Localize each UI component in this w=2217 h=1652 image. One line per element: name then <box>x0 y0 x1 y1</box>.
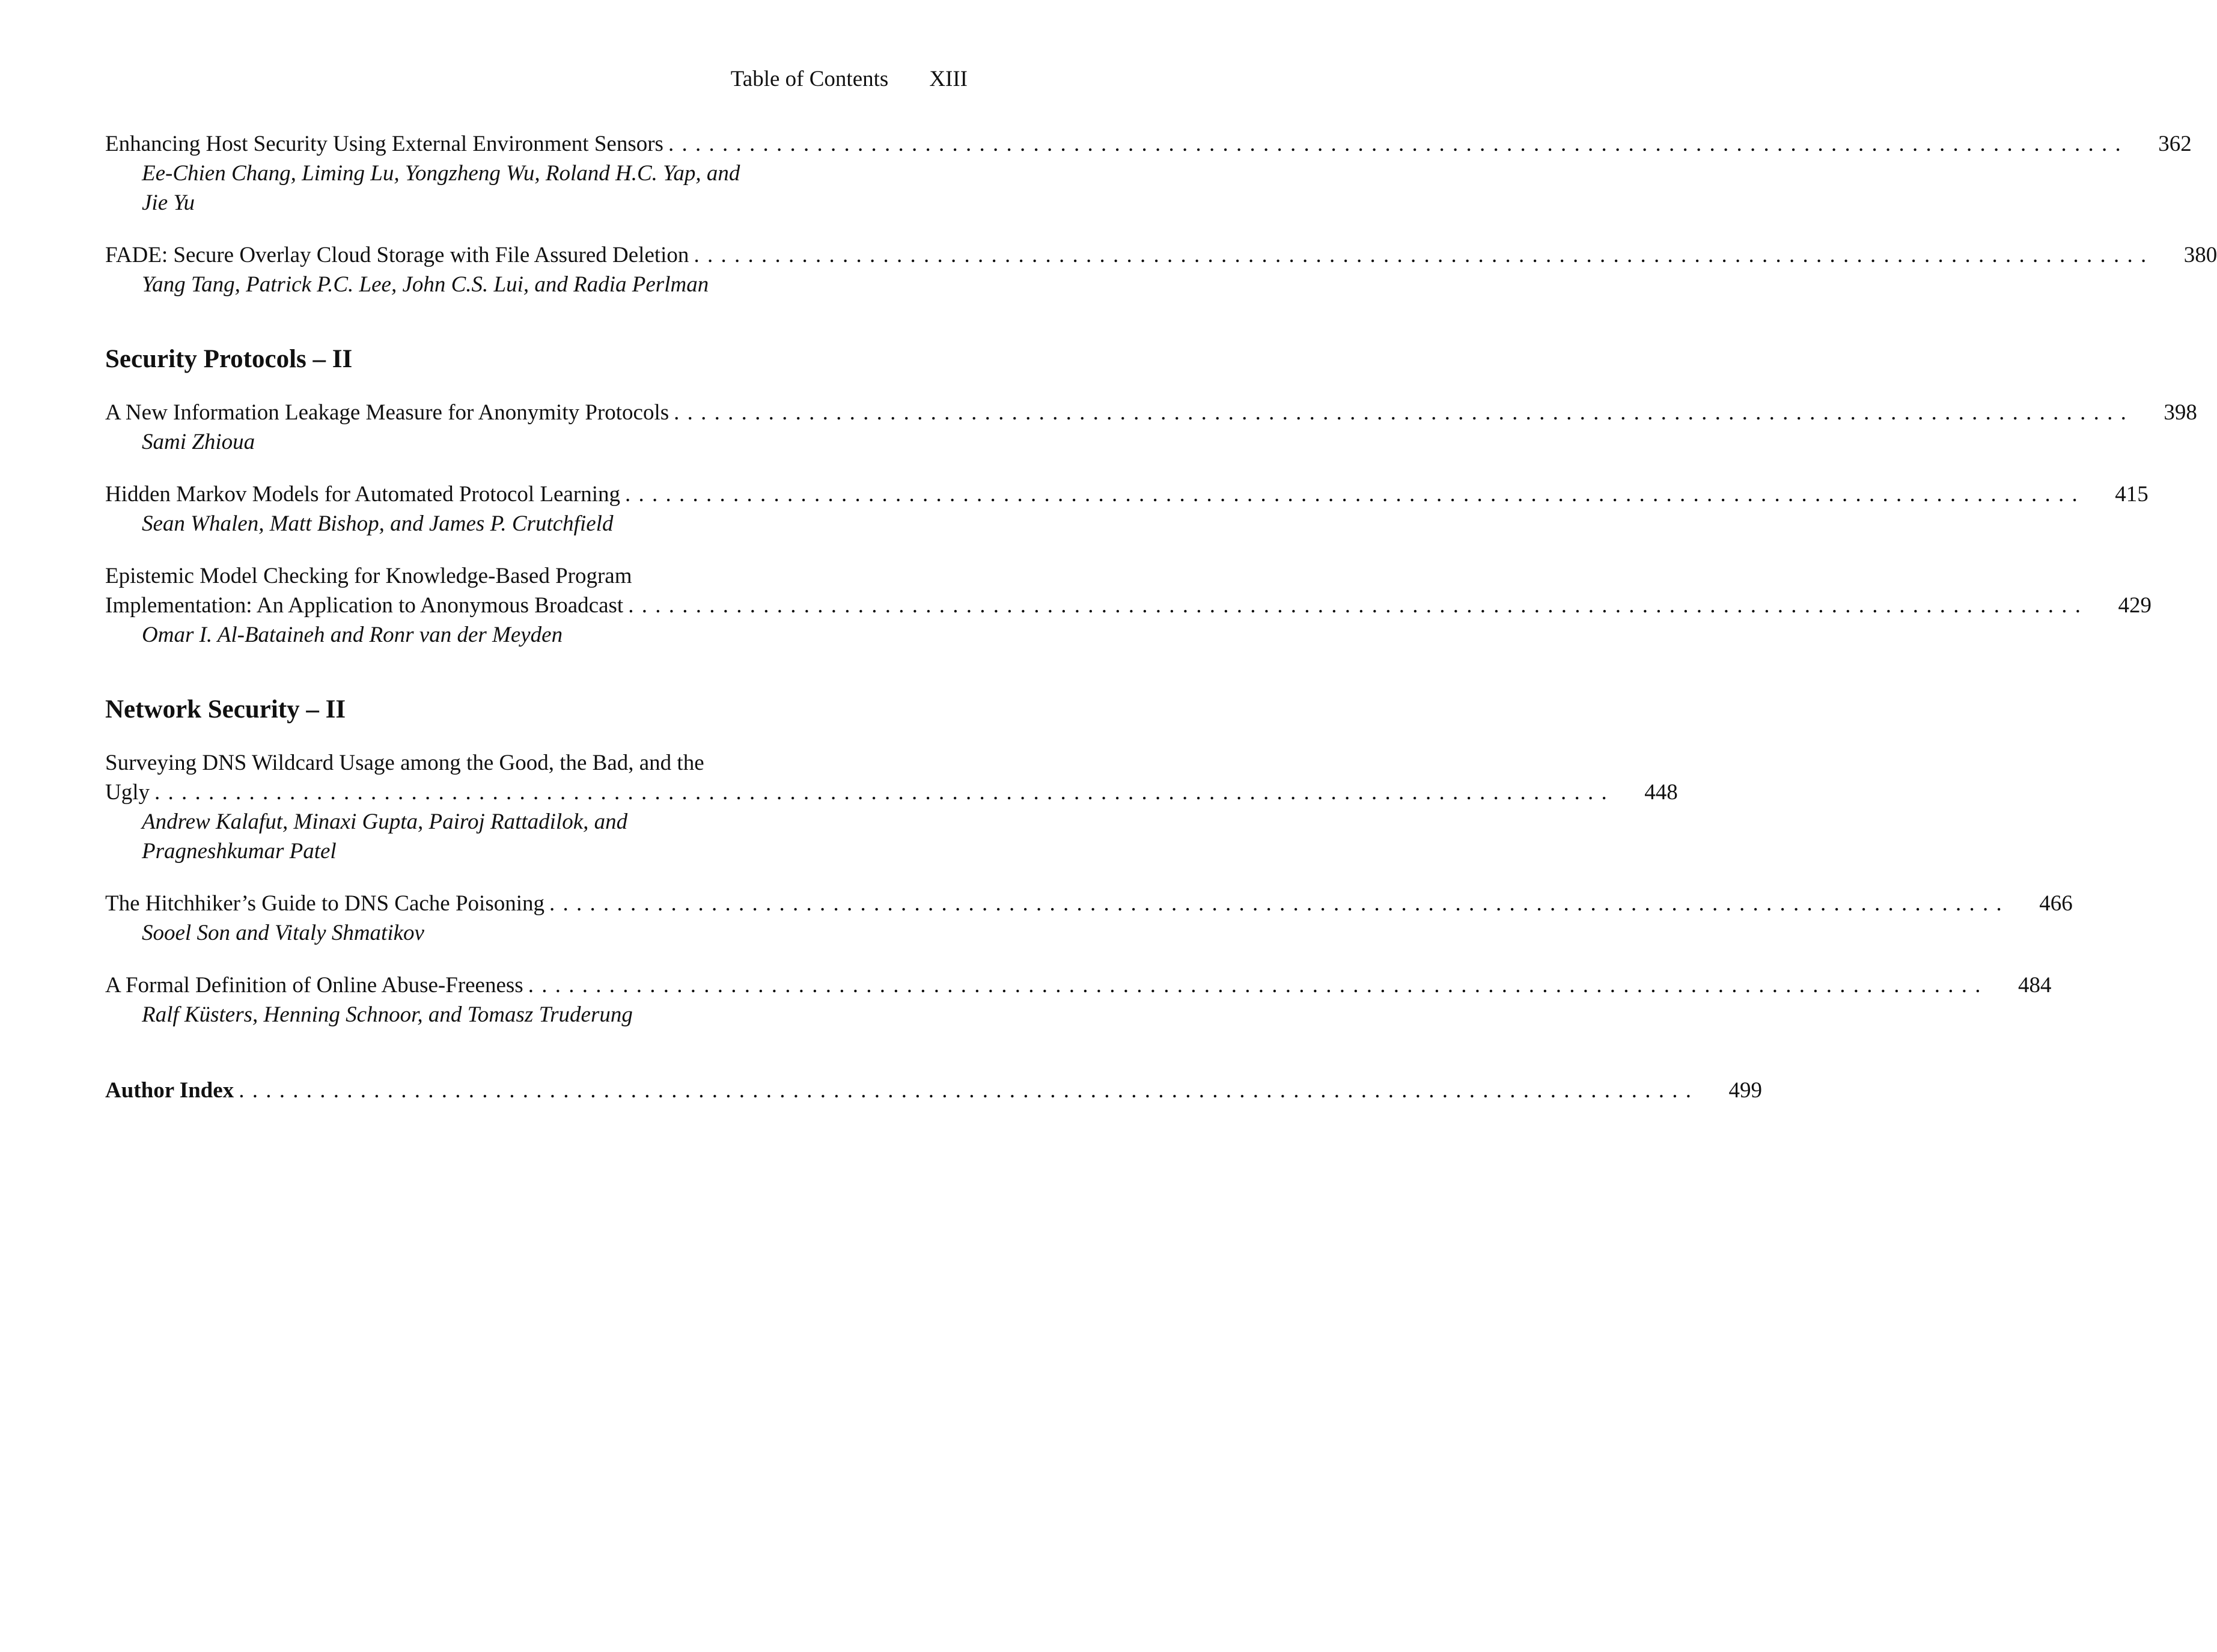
author-index-label: Author Index <box>105 1078 234 1103</box>
dot-leader: . . . . . . . . . . . . . . . . . . . . . . . . . . . . . . . . . . . . . . . . . . . . . . . . . . . . . . . . . . . . . . . . . . . . . . . . . . . . . . . . . . . . . . . . . . . . . . . . . . . . . . . . . . . . <box>674 400 2127 425</box>
entries-group <box>105 129 2217 299</box>
entry-title-line <box>105 561 968 591</box>
entry-authors: Sean Whalen, Matt Bishop, and James P. Crutchfield <box>142 511 614 536</box>
entry-title-line <box>105 971 2052 1000</box>
toc-entry[interactable] <box>105 129 2192 218</box>
entry-authors: Andrew Kalafut, Minaxi Gupta, Pairoj Rattadilok, and <box>142 809 628 834</box>
author-index-entry[interactable] <box>105 1076 1762 1105</box>
entry-authors: Yang Tang, Patrick P.C. Lee, John C.S. Lui, and Radia Perlman <box>142 272 709 297</box>
entry-page: 429 <box>2118 593 2151 618</box>
entry-page: 398 <box>2164 400 2197 425</box>
running-title: Table of Contents <box>730 67 889 91</box>
entries-group <box>105 748 2073 1029</box>
toc-entry[interactable] <box>105 889 2073 948</box>
toc-entry[interactable] <box>105 480 2148 538</box>
entry-page: 448 <box>1644 780 1678 805</box>
entry-title-line <box>105 240 2217 270</box>
toc-entry[interactable] <box>105 971 2052 1029</box>
entry-authors: Sami Zhioua <box>142 430 255 454</box>
dot-leader: . . . . . . . . . . . . . . . . . . . . . . . . . . . . . . . . . . . . . . . . . . . . . . . . . . . . . . . . . . . . . . . . . . . . . . . . . . . . . . . . . . . . . . . . . . . . . . . . . . . . . . . . . . . . <box>668 132 2122 156</box>
entry-authors: Ralf Küsters, Henning Schnoor, and Tomasz Truderung <box>142 1002 633 1027</box>
entry-authors: Pragneshkumar Patel <box>142 839 337 864</box>
toc-page <box>105 64 2217 1105</box>
entry-title-line <box>105 748 968 778</box>
entry-title-line <box>105 129 2192 159</box>
entry-page: 499 <box>1728 1078 1762 1103</box>
entry-title-line <box>105 591 2151 620</box>
toc-entry[interactable] <box>105 748 1678 866</box>
entry-title: Surveying DNS Wildcard Usage among the Good, the Bad, and the <box>105 751 704 775</box>
dot-leader: . . . . . . . . . . . . . . . . . . . . . . . . . . . . . . . . . . . . . . . . . . . . . . . . . . . . . . . . . . . . . . . . . . . . . . . . . . . . . . . . . . . . . . . . . . . . . . . . . . . . . . . . . . . . <box>625 482 2079 507</box>
entry-page: 362 <box>2158 132 2192 156</box>
dot-leader: . . . . . . . . . . . . . . . . . . . . . . . . . . . . . . . . . . . . . . . . . . . . . . . . . . . . . . . . . . . . . . . . . . . . . . . . . . . . . . . . . . . . . . . . . . . . . . . . . . . . . . . . . . . . <box>628 593 2082 618</box>
entries-group <box>105 398 2197 650</box>
dot-leader: . . . . . . . . . . . . . . . . . . . . . . . . . . . . . . . . . . . . . . . . . . . . . . . . . . . . . . . . . . . . . . . . . . . . . . . . . . . . . . . . . . . . . . . . . . . . . . . . . . . . . . . . . . . . <box>549 891 2003 916</box>
entry-authors: Ee-Chien Chang, Liming Lu, Yongzheng Wu, Roland H.C. Yap, and <box>142 161 740 186</box>
entry-page: 380 <box>2183 243 2217 267</box>
entry-authors: Sooel Son and Vitaly Shmatikov <box>142 921 424 945</box>
entry-title: Hidden Markov Models for Automated Protocol Learning <box>105 482 620 507</box>
entry-page: 415 <box>2115 482 2148 507</box>
entry-title: A Formal Definition of Online Abuse-Freeness <box>105 973 523 998</box>
toc-entry[interactable] <box>105 240 2217 299</box>
running-header <box>105 64 968 94</box>
page-number: XIII <box>929 67 968 91</box>
entry-title: Enhancing Host Security Using External Environment Sensors <box>105 132 663 156</box>
entry-title: Epistemic Model Checking for Knowledge-Based Program <box>105 564 632 588</box>
entry-page: 484 <box>2017 973 2052 998</box>
entry-title-line <box>105 889 2073 918</box>
entry-title: FADE: Secure Overlay Cloud Storage with File Assured Deletion <box>105 243 689 267</box>
entry-title: The Hitchhiker’s Guide to DNS Cache Poisoning <box>105 891 545 916</box>
section-heading: Network Security – II <box>105 695 346 724</box>
dot-leader: . . . . . . . . . . . . . . . . . . . . . . . . . . . . . . . . . . . . . . . . . . . . . . . . . . . . . . . . . . . . . . . . . . . . . . . . . . . . . . . . . . . . . . . . . . . . . . . . . . . . . . . . . . . . <box>154 780 1608 805</box>
entry-title: A New Information Leakage Measure for Anonymity Protocols <box>105 400 669 425</box>
dot-leader: . . . . . . . . . . . . . . . . . . . . . . . . . . . . . . . . . . . . . . . . . . . . . . . . . . . . . . . . . . . . . . . . . . . . . . . . . . . . . . . . . . . . . . . . . . . . . . . . . . . . . . . . . . . . <box>528 973 1982 998</box>
entry-authors: Jie Yu <box>142 190 195 215</box>
dot-leader: . . . . . . . . . . . . . . . . . . . . . . . . . . . . . . . . . . . . . . . . . . . . . . . . . . . . . . . . . . . . . . . . . . . . . . . . . . . . . . . . . . . . . . . . . . . . . . . . . . . . . . . . . . . . <box>239 1078 1692 1103</box>
entry-title: Implementation: An Application to Anonymous Broadcast <box>105 593 624 618</box>
entry-title: Ugly <box>105 780 150 805</box>
section-heading: Security Protocols – II <box>105 345 353 373</box>
entry-title-line <box>105 778 1678 807</box>
dot-leader: . . . . . . . . . . . . . . . . . . . . . . . . . . . . . . . . . . . . . . . . . . . . . . . . . . . . . . . . . . . . . . . . . . . . . . . . . . . . . . . . . . . . . . . . . . . . . . . . . . . . . . . . . . . . <box>694 243 2148 267</box>
toc-entry[interactable] <box>105 561 2151 650</box>
toc-entry[interactable] <box>105 398 2197 457</box>
entry-page: 466 <box>2039 891 2073 916</box>
entry-authors: Omar I. Al-Bataineh and Ronr van der Meyden <box>142 623 563 647</box>
entry-title-line <box>105 398 2197 427</box>
entry-title-line <box>105 480 2148 509</box>
